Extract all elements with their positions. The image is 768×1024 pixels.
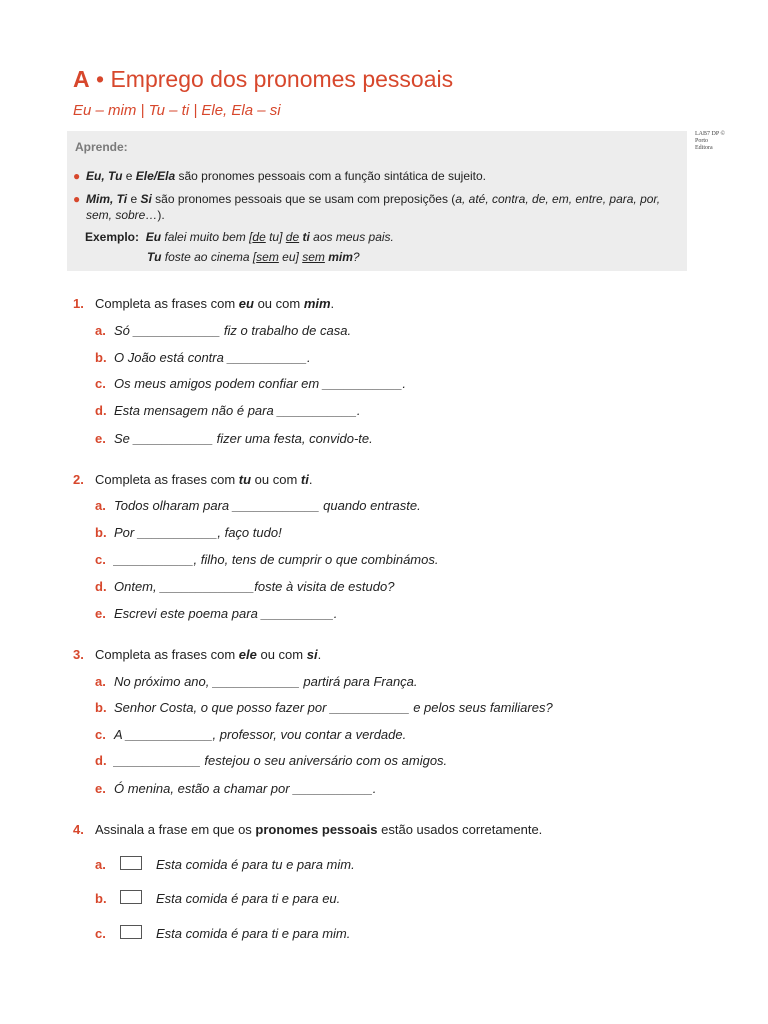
question-keyword: pronomes pessoais xyxy=(255,822,378,837)
connector-text: e xyxy=(122,169,136,183)
question-text: ou com xyxy=(251,472,301,487)
question-1 xyxy=(73,296,334,311)
question-number: 4. xyxy=(73,822,84,837)
pronoun-option: mim xyxy=(303,296,331,311)
choice-item xyxy=(95,890,340,906)
item-letter: e. xyxy=(95,781,106,796)
item-text: A ____________, professor, vou contar a verdade. xyxy=(114,727,407,742)
pronoun-option: ele xyxy=(238,647,257,662)
title-bullet: • xyxy=(96,66,105,92)
explanation-text: são pronomes pessoais que se usam com preposições ( xyxy=(151,192,456,206)
ex-word: Eu xyxy=(145,230,162,244)
ex-underlined: sem xyxy=(256,250,279,264)
learn-bullet-2 xyxy=(73,191,688,223)
pronoun-term: Mim, Ti xyxy=(86,192,128,206)
exercise-item[interactable] xyxy=(95,781,376,796)
ex-text: ? xyxy=(352,250,360,264)
question-text: ou com xyxy=(253,296,304,311)
item-text: Ontem, _____________foste à visita de estudo? xyxy=(114,579,395,594)
exercise-item[interactable] xyxy=(95,525,282,540)
choice-item xyxy=(95,925,350,941)
learn-title: Aprende: xyxy=(75,140,128,154)
exercise-item[interactable] xyxy=(95,323,351,338)
ex-text: aos meus pais. xyxy=(309,230,394,244)
learn-bullet-1 xyxy=(73,168,673,184)
choice-checkbox[interactable] xyxy=(120,890,142,904)
question-text: . xyxy=(308,472,313,487)
question-text: Completa as frases com xyxy=(95,472,239,487)
exercise-item[interactable] xyxy=(95,350,311,365)
section-letter: A xyxy=(73,66,90,92)
item-letter: a. xyxy=(95,857,106,872)
item-letter: c. xyxy=(95,376,106,391)
exercise-item[interactable] xyxy=(95,674,418,689)
side-note: LAB7 DP © Porto Editora xyxy=(695,131,726,151)
item-letter: d. xyxy=(95,579,107,594)
learn-box xyxy=(67,131,687,271)
page-title xyxy=(73,66,453,93)
item-text: Esta mensagem não é para ___________. xyxy=(114,403,361,418)
exercise-item[interactable] xyxy=(95,498,421,513)
item-letter: e. xyxy=(95,431,106,446)
ex-word: mim xyxy=(328,250,353,264)
exercise-item[interactable] xyxy=(95,579,394,594)
item-letter: b. xyxy=(95,891,107,906)
question-4 xyxy=(73,822,542,837)
pronoun-option: tu xyxy=(238,472,252,487)
exercise-item[interactable] xyxy=(95,552,438,567)
section-title: Emprego dos pronomes pessoais xyxy=(110,66,454,92)
explanation-end: ). xyxy=(157,208,165,222)
ex-text: eu] xyxy=(278,250,303,264)
question-2 xyxy=(73,472,313,487)
question-number: 2. xyxy=(73,472,84,487)
pronoun-option: si xyxy=(306,647,318,662)
item-letter: b. xyxy=(95,700,107,715)
ex-underlined: sem xyxy=(302,250,325,264)
pronoun-term: Ele/Ela xyxy=(135,169,176,183)
pronoun-option: ti xyxy=(300,472,309,487)
ex-underlined: de xyxy=(252,230,266,244)
question-text: Completa as frases com xyxy=(95,296,239,311)
item-text: Senhor Costa, o que posso fazer por ___________ e pelos seus familiares? xyxy=(114,700,553,715)
pronoun-option: eu xyxy=(238,296,254,311)
choice-item xyxy=(95,856,355,872)
explanation-text: são pronomes pessoais com a função sintática de sujeito. xyxy=(175,169,486,183)
item-text: Esta comida é para ti e para mim. xyxy=(156,926,351,941)
item-letter: a. xyxy=(95,498,106,513)
exercise-item[interactable] xyxy=(95,753,447,768)
choice-checkbox[interactable] xyxy=(120,856,142,870)
item-text: ___________, filho, tens de cumprir o que combinámos. xyxy=(114,552,439,567)
connector-text: e xyxy=(127,192,141,206)
example-label: Exemplo: xyxy=(85,230,140,244)
question-3 xyxy=(73,647,321,662)
item-text: ____________ festejou o seu aniversário com os amigos. xyxy=(114,753,448,768)
ex-word: Tu xyxy=(147,250,162,264)
item-letter: a. xyxy=(95,323,106,338)
item-text: Só ____________ fiz o trabalho de casa. xyxy=(114,323,352,338)
question-text: . xyxy=(330,296,335,311)
item-text: O João está contra ___________. xyxy=(114,350,311,365)
exercise-item[interactable] xyxy=(95,727,406,742)
item-text: Todos olharam para ____________ quando entraste. xyxy=(114,498,421,513)
item-text: Os meus amigos podem confiar em ___________. xyxy=(114,376,406,391)
item-text: Esta comida é para ti e para eu. xyxy=(156,891,341,906)
ex-word: ti xyxy=(302,230,310,244)
bullet-dot-icon: ● xyxy=(73,169,81,183)
pronoun-term: Si xyxy=(140,192,152,206)
exercise-item[interactable] xyxy=(95,376,406,391)
bullet-dot-icon: ● xyxy=(73,192,81,206)
item-text: Ó menina, estão a chamar por ___________. xyxy=(114,781,377,796)
ex-text: foste ao cinema [ xyxy=(161,250,257,264)
question-text: Assinala a frase em que os xyxy=(95,822,256,837)
item-letter: e. xyxy=(95,606,106,621)
item-letter: b. xyxy=(95,525,107,540)
item-letter: c. xyxy=(95,727,106,742)
pronoun-term: Eu, Tu xyxy=(86,169,123,183)
item-text: Por ___________, faço tudo! xyxy=(114,525,282,540)
exercise-item[interactable] xyxy=(95,403,360,418)
example-line-1 xyxy=(85,230,394,244)
ex-underlined: de xyxy=(285,230,300,244)
question-number: 1. xyxy=(73,296,84,311)
item-letter: c. xyxy=(95,926,106,941)
item-letter: a. xyxy=(95,674,106,689)
question-number: 3. xyxy=(73,647,84,662)
item-text: Esta comida é para tu e para mim. xyxy=(156,857,355,872)
item-letter: c. xyxy=(95,552,106,567)
question-text: . xyxy=(317,647,322,662)
item-text: No próximo ano, ____________ partirá para França. xyxy=(114,674,418,689)
item-text: Escrevi este poema para __________. xyxy=(114,606,338,621)
example-line-2 xyxy=(147,250,360,264)
question-text: estão usados corretamente. xyxy=(377,822,543,837)
exercise-item[interactable] xyxy=(95,431,373,446)
page-subtitle: Eu – mim | Tu – ti | Ele, Ela – si xyxy=(73,102,281,119)
item-letter: b. xyxy=(95,350,107,365)
exercise-item[interactable] xyxy=(95,606,337,621)
item-letter: d. xyxy=(95,403,107,418)
ex-text: falei muito bem [ xyxy=(161,230,253,244)
exercise-item[interactable] xyxy=(95,700,553,715)
item-text: Se ___________ fizer uma festa, convido-te. xyxy=(114,431,373,446)
item-letter: d. xyxy=(95,753,107,768)
question-text: Completa as frases com xyxy=(95,647,239,662)
ex-text: tu] xyxy=(265,230,286,244)
prepositions-list: a, até, contra, de, em, entre, para, por, sem, sobre… xyxy=(86,192,661,222)
choice-checkbox[interactable] xyxy=(120,925,142,939)
question-text: ou com xyxy=(256,647,307,662)
